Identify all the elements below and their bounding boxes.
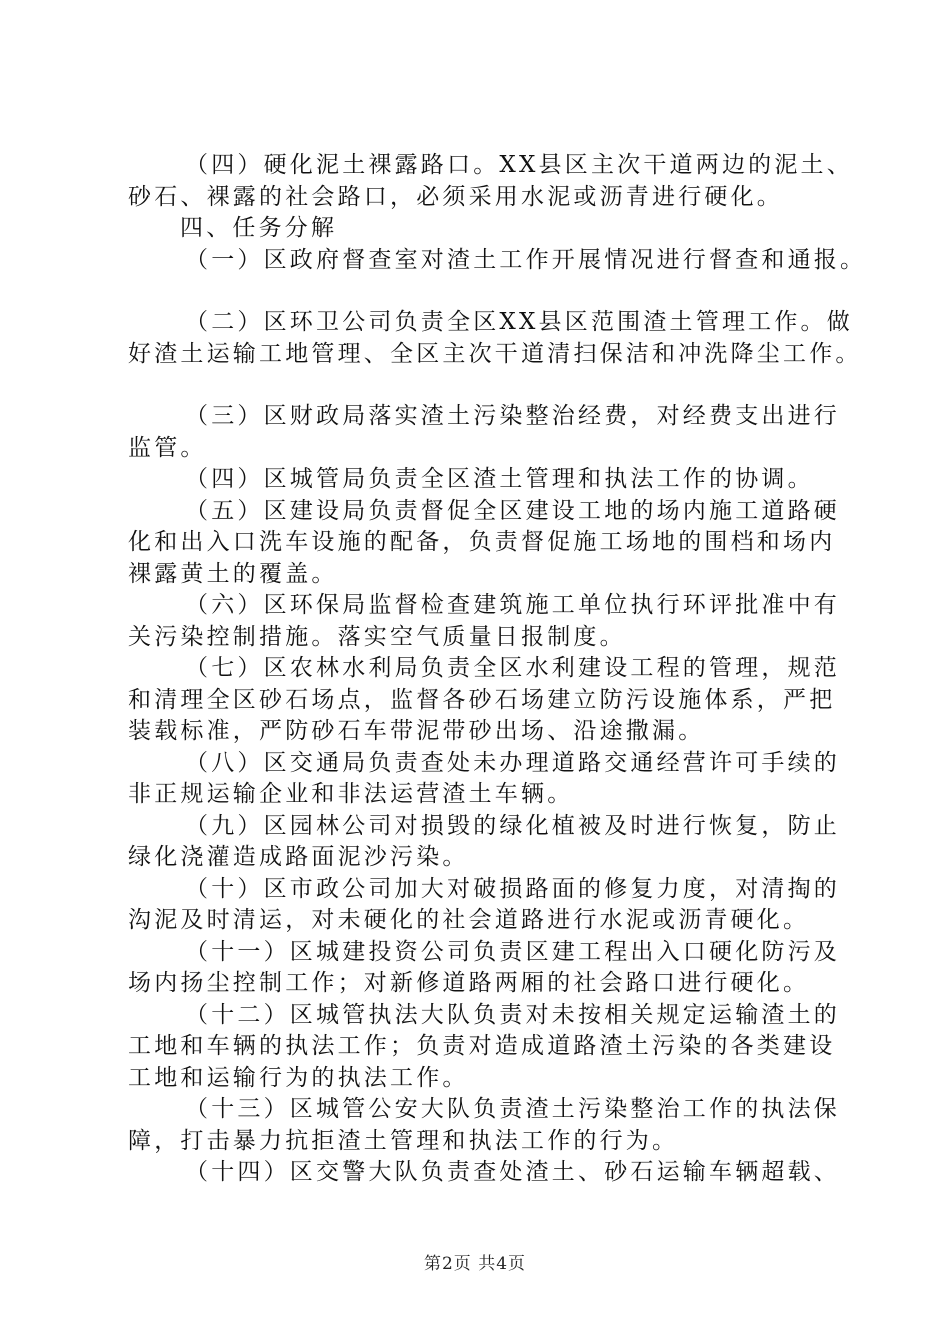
section-heading: 四、任务分解 — [180, 215, 338, 241]
paragraph-line: 非正规运输企业和非法运营渣土车辆。 — [128, 781, 574, 807]
paragraph-line: 化和出入口洗车设施的配备，负责督促施工场地的围档和场内 — [128, 529, 836, 555]
paragraph-line: （八）区交通局负责查处未办理道路交通经营许可手续的 — [185, 749, 840, 776]
paragraph-line: （一）区政府督查室对渣土工作开展情况进行督查和通报。 — [185, 246, 867, 273]
paragraph-line: 裸露黄土的覆盖。 — [128, 560, 338, 587]
paragraph-line: 关污染控制措施。落实空气质量日报制度。 — [128, 623, 626, 650]
paragraph-line: （九）区园林公司对损毁的绿化植被及时进行恢复，防止 — [185, 812, 840, 839]
paragraph-line: （十）区市政公司加大对破损路面的修复力度，对清掏的 — [185, 875, 840, 902]
paragraph-line: （六）区环保局监督检查建筑施工单位执行环评批准中有 — [185, 592, 840, 618]
paragraph-line: 沟泥及时清运，对未硬化的社会道路进行水泥或沥青硬化。 — [128, 907, 810, 933]
paragraph-line: （十一）区城建投资公司负责区建工程出入口硬化防污及 — [185, 938, 840, 965]
paragraph-line: （二）区环卫公司负责全区XX县区范围渣土管理工作。做 — [185, 309, 853, 335]
paragraph-line: 障，打击暴力抗拒渣土管理和执法工作的行为。 — [128, 1127, 679, 1154]
paragraph-gap — [128, 276, 836, 307]
paragraph-line: 场内扬尘控制工作；对新修道路两厢的社会路口进行硬化。 — [128, 970, 810, 996]
document-body — [128, 150, 867, 1189]
paragraph-line: 和清理全区砂石场点，监督各砂石场建立防污设施体系，严把 — [128, 686, 836, 713]
paragraph-line: （十二）区城管执法大队负责对未按相关规定运输渣土的 — [185, 1001, 840, 1028]
paragraph-line: （四）硬化泥土裸露路口。XX县区主次干道两边的泥土、 — [185, 152, 853, 178]
paragraph-gap — [128, 370, 836, 401]
page-footer: 第2页 共4页 — [423, 1254, 527, 1274]
paragraph-line: 工地和车辆的执法工作；负责对造成道路渣土污染的各类建设 — [128, 1033, 836, 1059]
paragraph-line: 装载标准，严防砂石车带泥带砂出场、沿途撒漏。 — [128, 718, 705, 744]
paragraph-line: （十三）区城管公安大队负责渣土污染整治工作的执法保 — [185, 1096, 840, 1122]
paragraph-line: （五）区建设局负责督促全区建设工地的场内施工道路硬 — [185, 497, 840, 524]
paragraph-line: 工地和运输行为的执法工作。 — [128, 1064, 469, 1091]
paragraph-line: 绿化浇灌造成路面泥沙污染。 — [128, 844, 469, 870]
paragraph-line: （十四）区交警大队负责查处渣土、砂石运输车辆超载、 — [185, 1159, 840, 1185]
paragraph-line: 砂石、裸露的社会路口，必须采用水泥或沥青进行硬化。 — [128, 183, 783, 210]
paragraph-line: （四）区城管局负责全区渣土管理和执法工作的协调。 — [185, 466, 814, 492]
paragraph-line: 监管。 — [128, 434, 207, 461]
paragraph-line: （七）区农林水利局负责全区水利建设工程的管理，规范 — [185, 655, 840, 681]
paragraph-line: （三）区财政局落实渣土污染整治经费，对经费支出进行 — [185, 403, 840, 429]
paragraph-line: 好渣土运输工地管理、全区主次干道清扫保洁和冲洗降尘工作。 — [128, 340, 862, 367]
